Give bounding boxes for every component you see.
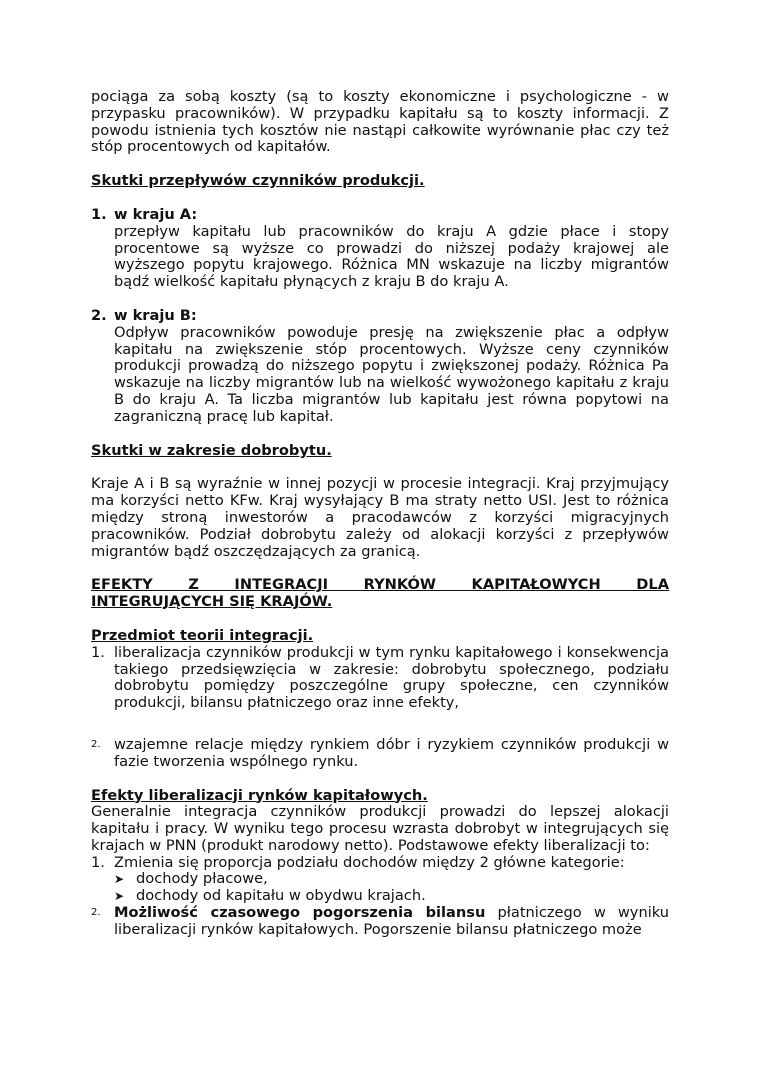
arrowhead-bullet-icon: ➤ xyxy=(114,889,125,904)
item-text: przepływ kapitału lub pracowników do kraju A gdzie płace i stopy procentowe są wyższe co prowadzi do niższej podaży krajowej ale wyższego popytu krajowego. Różnica MN wskazuje na liczby migrantów bądź wielkość kapitału płynących z kraju B do kraju A. xyxy=(114,222,669,291)
section-heading-flows: Skutki przepływów czynników produkcji. xyxy=(91,172,425,190)
item-bold-text: Możliwość czasowego pogorszenia bilansu xyxy=(114,904,486,922)
item-number: 2. xyxy=(91,907,101,919)
section-heading-effects-line2: INTEGRUJĄCYCH SIĘ KRAJÓW. xyxy=(91,593,333,611)
section-heading-effects-line1: EFEKTY Z INTEGRACJI RYNKÓW KAPITAŁOWYCH DLA xyxy=(91,576,669,594)
list-item xyxy=(91,905,669,939)
list-item xyxy=(91,308,669,325)
bullet-text: dochody płacowe, xyxy=(136,870,268,888)
item-text xyxy=(114,905,669,939)
document-page xyxy=(91,89,669,939)
item-text: liberalizacja czynników produkcji w tym rynku kapitałowego i konsekwencja takiego przedsięwzięcia w zakresie: dobrobytu społecznego, podziału dobrobytu pomiędzy poszczególne grupy społeczne, cen czynników produkcji, bilansu płatniczego oraz inne efekty, xyxy=(114,643,669,712)
item-number: 2. xyxy=(91,738,101,750)
arrowhead-bullet-icon: ➤ xyxy=(114,872,125,887)
item-number: 1. xyxy=(91,643,105,661)
item-rest-text: płatniczego w wyniku liberalizacji rynków kapitałowych. Pogorszenie bilansu płatniczego może xyxy=(114,904,670,938)
item-text: wzajemne relacje między rynkiem dóbr i ryzykiem czynników produkcji w fazie tworzenia wspólnego rynku. xyxy=(114,735,669,770)
item-number: 1. xyxy=(91,205,107,223)
bullet-item xyxy=(91,871,669,888)
item-number: 2. xyxy=(91,306,107,324)
list-item xyxy=(91,737,669,771)
list-item xyxy=(91,645,669,712)
bullet-item xyxy=(91,888,669,905)
item-number: 1. xyxy=(91,853,105,871)
item-title: w kraju B: xyxy=(114,306,197,324)
list-item xyxy=(91,855,669,872)
section-heading-liberalization: Efekty liberalizacji rynków kapitałowych. xyxy=(91,786,428,804)
item-text: Zmienia się proporcja podziału dochodów między 2 główne kategorie: xyxy=(114,853,625,871)
list-item xyxy=(91,207,669,224)
welfare-paragraph: Kraje A i B są wyraźnie w innej pozycji w procesie integracji. Kraj przyjmujący ma korzyści netto KFw. Kraj wysyłający B ma straty netto USI. Jest to różnica między stroną inwestorów a pracodawców z korzyści migracyjnych pracowników. Podział dobrobytu zależy od alokacji korzyści z przepływów migrantów bądź oszczędzających za granicą. xyxy=(91,475,669,560)
intro-paragraph: pociąga za sobą koszty (są to koszty ekonomiczne i psychologiczne - w przypasku pracowników). W przypadku kapitału są to koszty informacji. Z powodu istnienia tych kosztów nie nastąpi całkowite wyrównanie płac czy też stóp procentowych od kapitałów. xyxy=(91,88,669,156)
bullet-text: dochody od kapitału w obydwu krajach. xyxy=(136,887,426,905)
section-heading-theory: Przedmiot teorii integracji. xyxy=(91,626,314,644)
item-text: Odpływ pracowników powoduje presję na zwiększenie płac a odpływ kapitału na zwiększenie stóp procentowych. Wyższe ceny czynników produkcji prowadzą do niższego popytu i zwiększonej podaży. Różnica Pa wskazuje na liczby migrantów lub na wielkość wywożonego kapitału z kraju B do kraju A. Ta liczba migrantów lub kapitału jest równa popytowi na zagraniczną pracę lub kapitał. xyxy=(114,323,669,425)
section-heading-welfare: Skutki w zakresie dobrobytu. xyxy=(91,441,332,459)
item-title: w kraju A: xyxy=(114,205,198,223)
liberalization-intro: Generalnie integracja czynników produkcji prowadzi do lepszej alokacji kapitału i pracy. W wyniku tego procesu wzrasta dobrobyt w integrujących się krajach w PNN (produkt narodowy netto). Podstawowe efekty liberalizacji to: xyxy=(91,803,669,854)
